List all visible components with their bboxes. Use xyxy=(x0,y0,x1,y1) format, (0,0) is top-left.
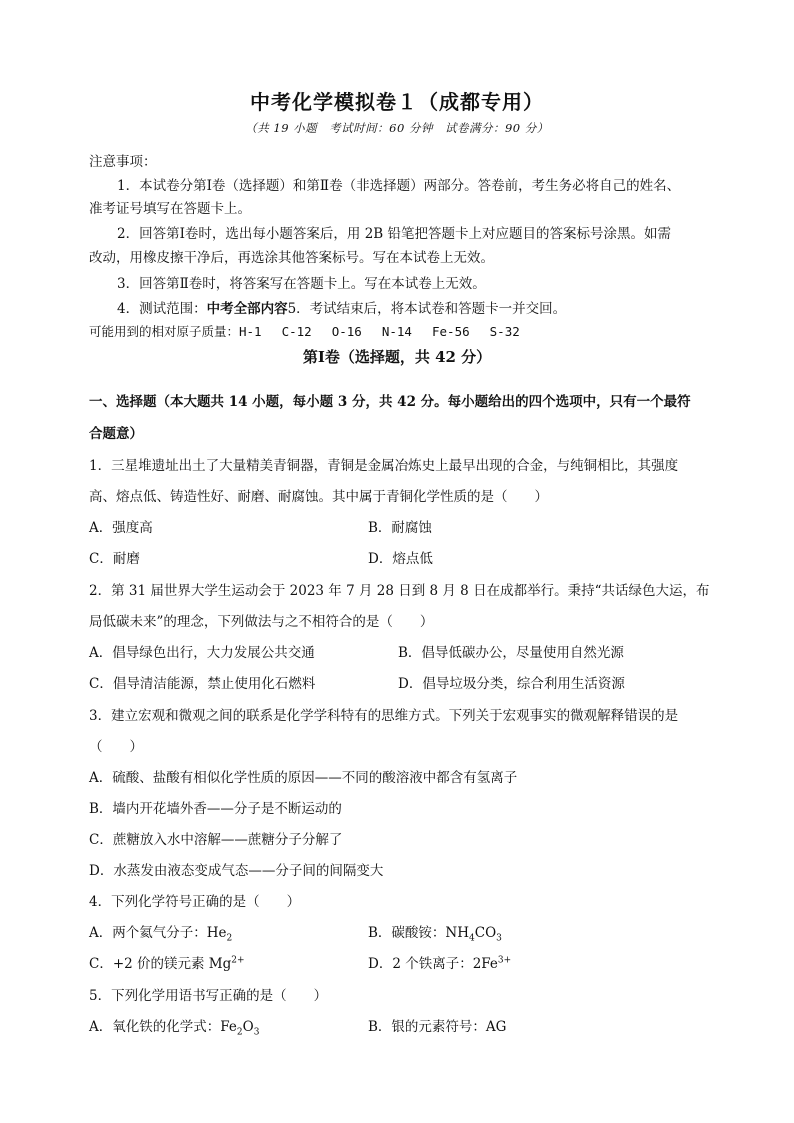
exam-subtitle: （共 19 小题 考试时间：60 分钟 试卷满分：90 分） xyxy=(245,121,549,135)
question-3-line-2: （ ） xyxy=(89,739,143,755)
atomic-masses: 可能用到的相对原子质量：H-1 C-12 O-16 N-14 Fe-56 S-32 xyxy=(89,324,520,339)
subscript: 3 xyxy=(496,933,502,944)
option-text: O xyxy=(242,1019,254,1035)
question-2-option-d: D．倡导垃圾分类，综合利用生活资源 xyxy=(398,676,625,692)
question-4-option-d xyxy=(368,952,511,972)
part-heading-line-2: 合题意） xyxy=(89,426,143,442)
question-1-line-2: 高、熔点低、铸造性好、耐磨、耐腐蚀。其中属于青铜化学性质的是（ ） xyxy=(89,489,548,505)
question-5-stem: 5．下列化学用语书写正确的是（ ） xyxy=(89,988,328,1004)
option-text: A．两个氦气分子：He xyxy=(89,925,227,941)
note-4-suffix: 5．考试结束后，将本试卷和答题卡一并交回。 xyxy=(287,301,567,317)
question-1-option-b: B．耐腐蚀 xyxy=(368,520,432,536)
question-2-option-a: A．倡导绿色出行，大力发展公共交通 xyxy=(89,645,315,661)
question-3-option-b: B．墙内开花墙外香——分子是不断运动的 xyxy=(89,801,342,817)
note-4-scope: 中考全部内容 xyxy=(206,301,288,317)
question-2-line-1: 2．第 31 届世界大学生运动会于 2023 年 7 月 28 日到 8 月 8 日在成都举行。秉持“共话绿色大运，布 xyxy=(89,583,710,599)
note-1-line-1: 1．本试卷分第Ⅰ卷（选择题）和第Ⅱ卷（非选择题）两部分。答卷前，考生务必将自己的姓名、 xyxy=(117,178,681,194)
section-title: 第Ⅰ卷（选择题，共 42 分） xyxy=(302,348,492,366)
subscript: 2 xyxy=(236,1027,243,1038)
subscript: 2 xyxy=(226,933,233,944)
question-1-option-a: A．强度高 xyxy=(89,520,153,536)
subscript: 3 xyxy=(253,1027,260,1038)
question-4-stem: 4．下列化学符号正确的是（ ） xyxy=(89,894,301,910)
question-5-option-b: B．银的元素符号：AG xyxy=(368,1019,507,1035)
question-3-option-d: D．水蒸发由液态变成气态——分子间的间隔变大 xyxy=(89,863,384,879)
option-text: A．氧化铁的化学式：Fe xyxy=(89,1019,237,1035)
question-1-option-d: D．熔点低 xyxy=(368,551,433,567)
note-4 xyxy=(117,297,757,317)
note-1-line-2: 准考证号填写在答题卡上。 xyxy=(89,201,251,217)
question-3-option-c: C．蔗糖放入水中溶解——蔗糖分子分解了 xyxy=(89,832,343,848)
option-text: D．2 个铁离子：2Fe xyxy=(368,956,498,972)
exam-title: 中考化学模拟卷１（成都专用） xyxy=(250,90,544,114)
question-1-line-1: 1．三星堆遗址出土了大量精美青铜器，青铜是金属冶炼史上最早出现的合金，与纯铜相比，其强度 xyxy=(89,458,679,474)
question-2-option-b: B．倡导低碳办公，尽量使用自然光源 xyxy=(398,645,624,661)
question-4-option-b xyxy=(368,921,502,944)
superscript: 2+ xyxy=(231,955,245,966)
option-text: B．碳酸铵：NH xyxy=(368,925,470,941)
notes-heading: 注意事项： xyxy=(89,154,157,170)
note-4-prefix: 4．测试范围： xyxy=(117,301,207,317)
question-3-line-1: 3．建立宏观和微观之间的联系是化学学科特有的思维方式。下列关于宏观事实的微观解释错误的是 xyxy=(89,708,679,724)
option-text: CO xyxy=(474,925,497,941)
question-4-option-a xyxy=(89,921,232,944)
part-heading-line-1: 一、选择题（本大题共 14 小题，每小题 3 分，共 42 分。每小题给出的四个选项中，只有一个最符 xyxy=(89,394,691,410)
note-3: 3．回答第Ⅱ卷时，将答案写在答题卡上。写在本试卷上无效。 xyxy=(117,276,486,292)
superscript: 3+ xyxy=(497,955,512,966)
note-2-line-1: 2．回答第Ⅰ卷时，选出每小题答案后，用 2B 铅笔把答题卡上对应题目的答案标号涂黑。如需 xyxy=(117,226,672,242)
note-2-line-2: 改动，用橡皮擦干净后，再选涂其他答案标号。写在本试卷上无效。 xyxy=(89,250,494,266)
question-4-option-c xyxy=(89,952,245,972)
question-1-option-c: C．耐磨 xyxy=(89,551,140,567)
subscript: 4 xyxy=(469,933,475,944)
question-2-option-c: C．倡导清洁能源，禁止使用化石燃料 xyxy=(89,676,316,692)
question-3-option-a: A．硫酸、盐酸有相似化学性质的原因——不同的酸溶液中都含有氢离子 xyxy=(89,770,518,786)
question-2-line-2: 局低碳未来”的理念，下列做法与之不相符合的是（ ） xyxy=(89,614,434,630)
question-5-option-a xyxy=(89,1015,259,1038)
option-text: C．+2 价的镁元素 Mg xyxy=(89,956,232,972)
